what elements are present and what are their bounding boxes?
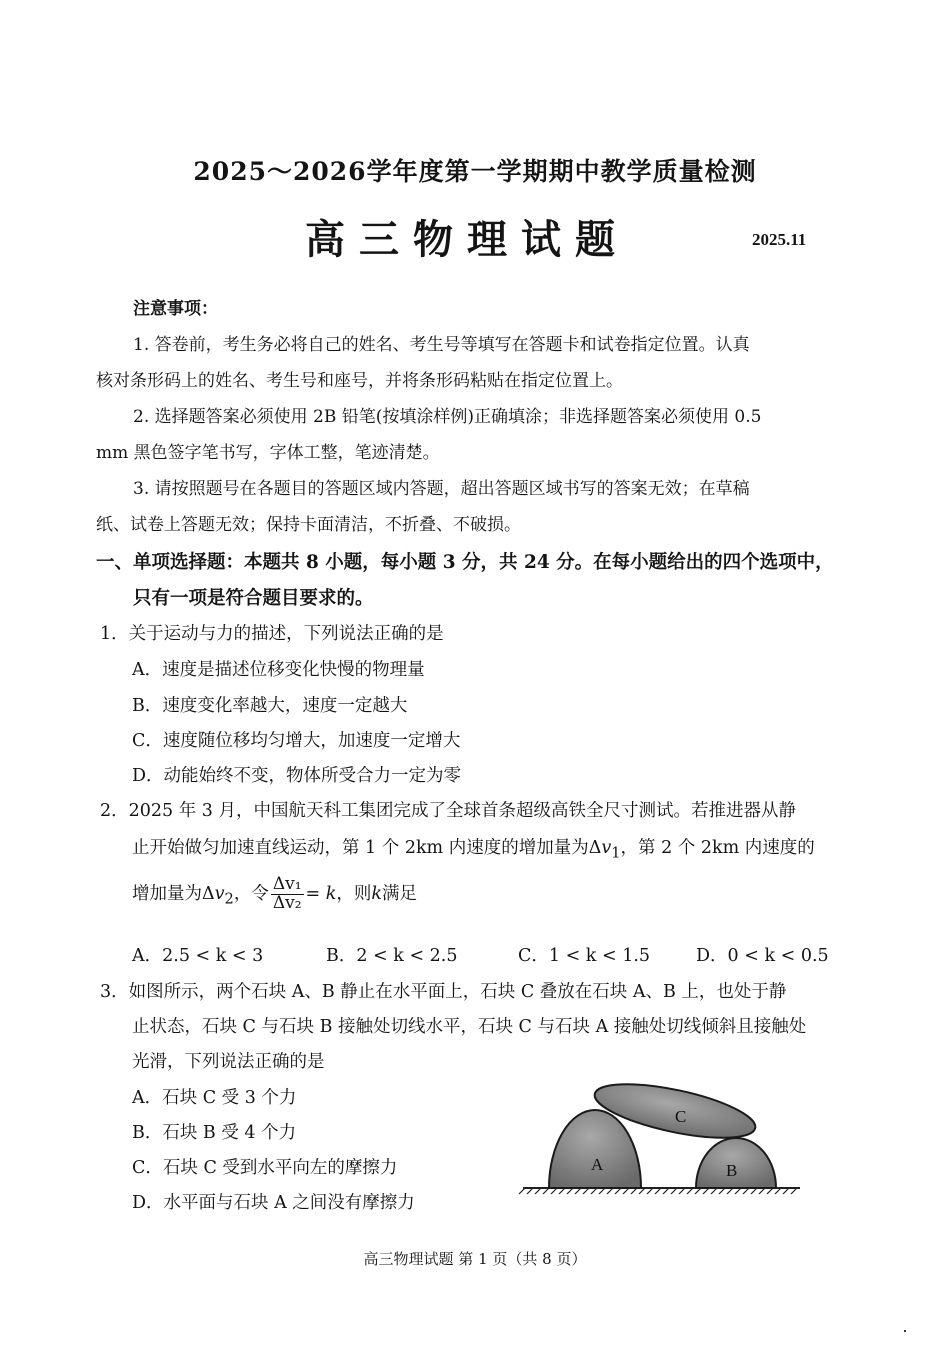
- notice-item-3-line-1: 3. 请按照题号在各题目的答题区域内答题，超出答题区域书写的答案无效；在草稿: [133, 479, 750, 499]
- question-2-line-2: [132, 834, 815, 862]
- notice-heading: 注意事项：: [133, 299, 218, 319]
- fraction-numerator: Δv₁: [272, 874, 302, 894]
- question-1-option-a: A．速度是描述位移变化快慢的物理量: [132, 660, 425, 680]
- stone-figure: [515, 1078, 810, 1203]
- section-1-heading-line-2: 只有一项是符合题目要求的。: [133, 588, 374, 609]
- notice-item-2-line-1: 2. 选择题答案必须使用 2B 铅笔(按填涂样例)正确填涂；非选择题答案必须使用 0.5: [133, 407, 762, 427]
- page-footer: 高三物理试题 第 1 页（共 8 页）: [363, 1250, 587, 1268]
- subscript-1: 1: [611, 844, 621, 862]
- section-1-heading-line-1: 一、单项选择题：本题共 8 小题，每小题 3 分，共 24 分。在每小题给出的四个选项中，: [96, 552, 834, 573]
- question-2-line-3-text-a: 增加量为Δ: [132, 883, 215, 904]
- exam-title: 高三物理试题: [305, 216, 629, 263]
- question-1-option-b: B．速度变化率越大，速度一定越大: [132, 696, 408, 716]
- notice-item-3-line-2: 纸、试卷上答题无效；保持卡面清洁，不折叠、不破损。: [96, 515, 521, 535]
- question-3-line-2: 止状态，石块 C 与石块 B 接触处切线水平，石块 C 与石块 A 接触处切线倾斜且接触处: [132, 1017, 807, 1037]
- notice-item-2-line-2: mm 黑色签字笔书写，字体工整，笔迹清楚。: [96, 443, 440, 463]
- question-2-option-a: A．2.5 < k < 3: [132, 946, 264, 966]
- question-2-line-3-text-b: ，令: [233, 883, 269, 904]
- question-3-option-c: C．石块 C 受到水平向左的摩擦力: [132, 1158, 398, 1178]
- symbol-v: v: [601, 838, 612, 858]
- question-2-line-3-text-d: 满足: [381, 883, 417, 904]
- scan-speck: [904, 1330, 906, 1332]
- question-2-line-3-text-c: ，则: [336, 883, 372, 904]
- exam-date: 2025.11: [752, 230, 807, 249]
- question-1-stem: 1．关于运动与力的描述，下列说法正确的是: [100, 624, 444, 644]
- question-1-option-d: D．动能始终不变，物体所受合力一定为零: [132, 766, 462, 786]
- notice-item-1-line-2: 核对条形码上的姓名、考生号和座号，并将条形码粘贴在指定位置上。: [96, 371, 623, 391]
- exam-subtitle: 2025～2026学年度第一学期期中教学质量检测: [193, 157, 757, 186]
- question-3-option-b: B．石块 B 受 4 个力: [132, 1123, 297, 1143]
- notice-item-1-line-1: 1. 答卷前，考生务必将自己的姓名、考生号等填写在答题卡和试卷指定位置。认真: [133, 335, 750, 355]
- question-3-line-3: 光滑，下列说法正确的是: [132, 1052, 325, 1072]
- question-2-line-1: 2．2025 年 3 月，中国航天科工集团完成了全球首条超级高铁全尺寸测试。若推进器从静: [100, 801, 796, 821]
- question-2-line-2-text-a: 止开始做匀加速直线运动，第 1 个 2km 内速度的增加量为Δ: [132, 838, 602, 858]
- question-2-line-2-text-b: ，第 2 个 2km 内速度的: [620, 838, 815, 858]
- subscript-2: 2: [224, 890, 234, 908]
- stone-a: [549, 1110, 641, 1188]
- fraction-denominator: Δv₂: [272, 892, 302, 913]
- equals-k: = k: [305, 883, 337, 904]
- symbol-v: v: [214, 883, 225, 904]
- ratio-fraction: [271, 876, 304, 913]
- question-2-line-3: [132, 876, 417, 913]
- symbol-k: k: [371, 883, 382, 904]
- stone-a-label: A: [591, 1155, 604, 1174]
- question-2-option-d: D．0 < k < 0.5: [696, 946, 829, 966]
- question-3-option-d: D．水平面与石块 A 之间没有摩擦力: [132, 1193, 415, 1213]
- question-1-option-c: C．速度随位移均匀增大，加速度一定增大: [132, 731, 461, 751]
- question-3-option-a: A．石块 C 受 3 个力: [132, 1088, 297, 1108]
- question-2-option-b: B．2 < k < 2.5: [326, 946, 458, 966]
- stone-b-label: B: [726, 1161, 738, 1180]
- question-3-line-1: 3．如图所示，两个石块 A、B 静止在水平面上，石块 C 叠放在石块 A、B 上，也处于静: [100, 982, 787, 1002]
- question-2-option-c: C．1 < k < 1.5: [518, 946, 651, 966]
- stone-c-label: C: [675, 1107, 687, 1126]
